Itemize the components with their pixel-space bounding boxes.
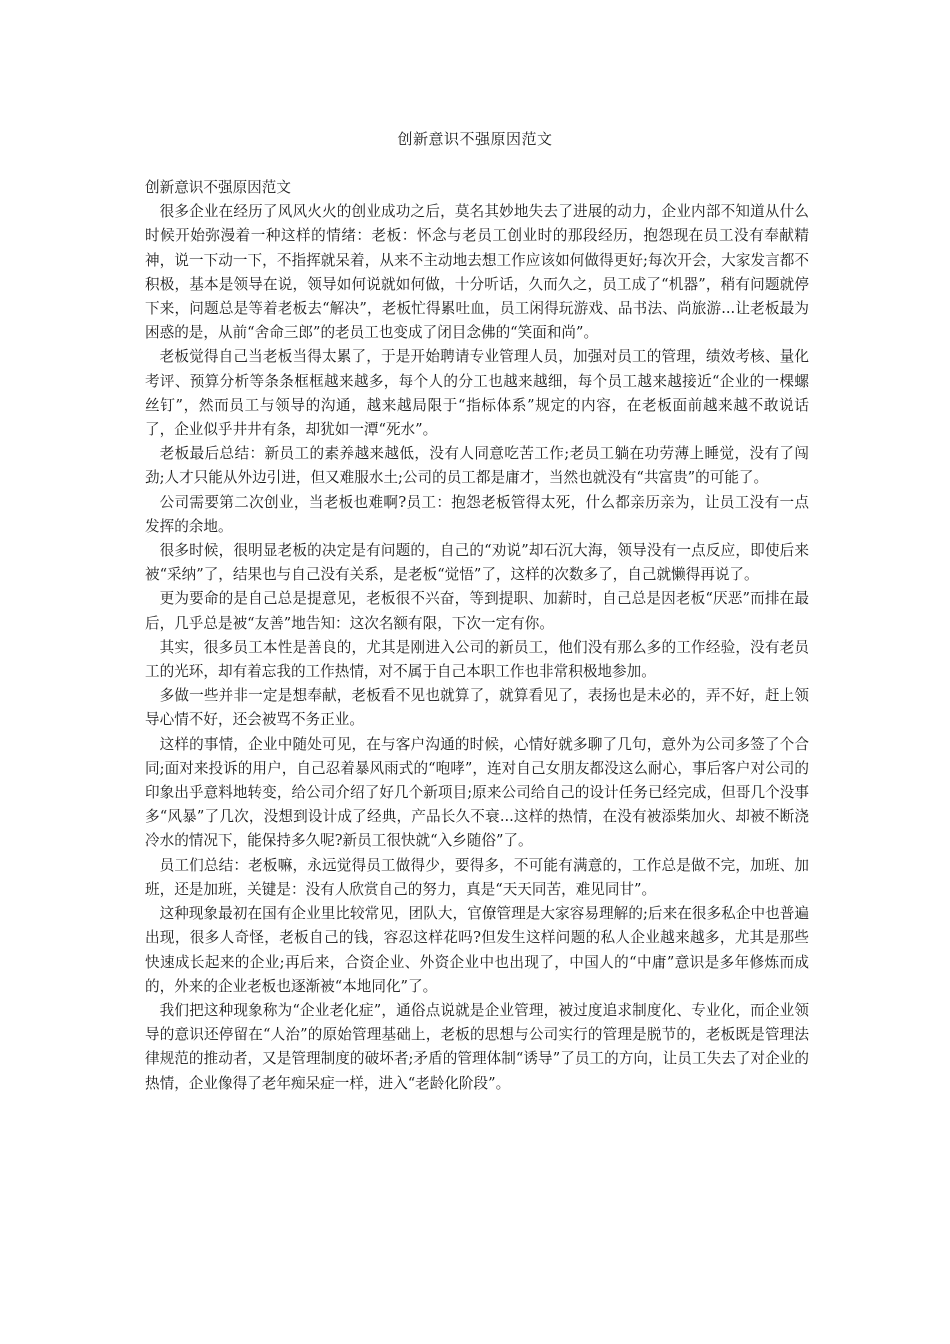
paragraph: 老板最后总结：新员工的素养越来越低，没有人同意吃苦工作;老员工躺在功劳薄上睡觉，没有了闯劲;人才只能从外边引进，但又难服水土;公司的员工都是庸才，当然也就没有“共富贵”的可能了。 bbox=[145, 445, 809, 487]
paragraph: 其实，很多员工本性是善良的，尤其是刚进入公司的新员工，他们没有那么多的工作经验，没有老员工的光环，却有着忘我的工作热情，对不属于自己本职工作也非常积极地参加。 bbox=[145, 638, 809, 681]
paragraph: 我们把这种现象称为“企业老化症”，通俗点说就是企业管理，被过度追求制度化、专业化，而企业领导的意识还停留在“人治”的原始管理基础上，老板的思想与公司实行的管理是脱节的，老板既是管理法律规范的推动者，又是管理制度的破坏者;矛盾的管理体制“诱导”了员工的方向，让员工失去了对企业的热情，企业像得了老年痴呆症一样，进入“老龄化阶段”。 bbox=[145, 1001, 809, 1092]
paragraph: 员工们总结：老板嘛，永远觉得员工做得少，要得多，不可能有满意的，工作总是做不完，加班、加班，还是加班，关键是：没有人欣赏自己的努力，真是“天天同苦，难见同甘”。 bbox=[145, 856, 809, 898]
paragraph: 很多企业在经历了风风火火的创业成功之后，莫名其妙地失去了进展的动力，企业内部不知道从什么时候开始弥漫着一种这样的情绪：老板：怀念与老员工创业时的那段经历，抱怨现在员工没有奉献精神，说一下动一下，不指挥就呆着，从来不主动地去想工作应该如何做得更好;每次开会，大家发言都不积极，基本是领导在说，领导如何说就如何做，十分听话，久而久之，员工成了“机器”，稍有问题就停下来，问题总是等着老板去“解决”，老板忙得累吐血，员工闲得玩游戏、品书法、尚旅游...让老板最为困惑的是，从前“舍命三郎”的老员工也变成了闭目念佛的“笑面和尚”。 bbox=[145, 203, 809, 342]
paragraph: 公司需要第二次创业，当老板也难啊?员工：抱怨老板管得太死，什么都亲历亲为，让员工没有一点发挥的余地。 bbox=[145, 493, 809, 535]
document-title: 创新意识不强原因范文 bbox=[397, 130, 553, 148]
paragraph: 老板觉得自己当老板当得太累了，于是开始聘请专业管理人员，加强对员工的管理，绩效考核、量化考评、预算分析等条条框框越来越多，每个人的分工也越来越细，每个员工越来越接近“企业的一棵螺丝钉”，然而员工与领导的沟通，越来越局限于“指标体系”规定的内容，在老板面前越来越不敢说话了，企业似乎井井有条，却犹如一潭“死水”。 bbox=[145, 348, 809, 439]
paragraph: 多做一些并非一定是想奉献，老板看不见也就算了，就算看见了，表扬也是未必的，弄不好，赶上领导心情不好，还会被骂不务正业。 bbox=[145, 687, 809, 729]
paragraph: 更为要命的是自己总是提意见，老板很不兴奋，等到提职、加薪时，自己总是因老板“厌恶”而排在最后，几乎总是被“友善”地告知：这次名额有限，下次一定有你。 bbox=[145, 590, 809, 632]
document-subtitle: 创新意识不强原因范文 bbox=[145, 179, 291, 196]
paragraph: 这样的事情，企业中随处可见，在与客户沟通的时候，心情好就多聊了几句，意外为公司多签了个合同;面对来投诉的用户，自己忍着暴风雨式的“咆哮”，连对自己女朋友都没这么耐心，事后客户对公司的印象出乎意料地转变，给公司介绍了好几个新项目;原来公司给自己的设计任务已经完成，但哥几个没事多“风暴”了几次，没想到设计成了经典，产品长久不衰...这样的热情，在没有被添柴加火、却被不断浇冷水的情况下，能保持多久呢?新员工很快就“入乡随俗”了。 bbox=[145, 735, 809, 850]
paragraph: 很多时候，很明显老板的决定是有问题的，自己的“劝说”却石沉大海，领导没有一点反应，即使后来被“采纳”了，结果也与自己没有关系，是老板“觉悟”了，这样的次数多了，自己就懒得再说了。 bbox=[145, 542, 809, 584]
paragraph: 这种现象最初在国有企业里比较常见，团队大，官僚管理是大家容易理解的;后来在很多私企中也普遍出现，很多人奇怪，老板自己的钱，容忍这样花吗?但发生这样问题的私人企业越来越多，尤其是那些快速成长起来的企业;再后来，合资企业、外资企业中也出现了，中国人的“中庸”意识是多年修炼而成的，外来的企业老板也逐渐被“本地同化”了。 bbox=[145, 905, 809, 995]
document-body bbox=[145, 176, 809, 1096]
